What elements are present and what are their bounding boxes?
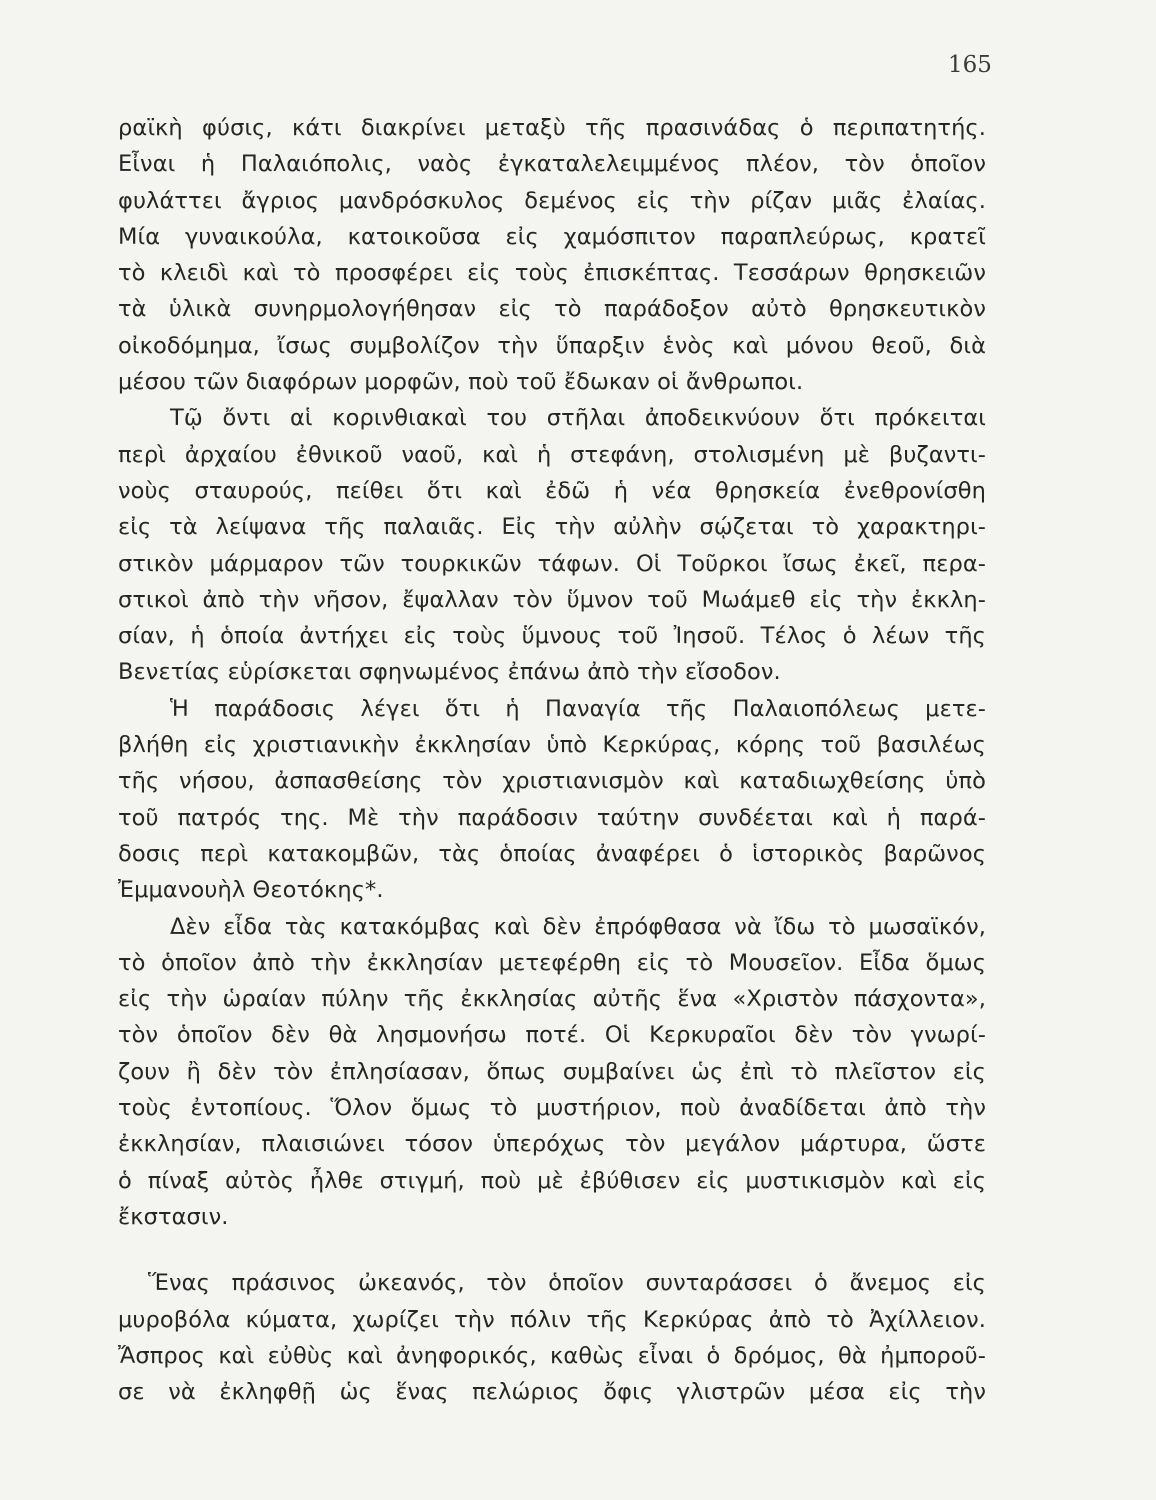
text-line: μέσου τῶν διαφόρων μορφῶν, ποὺ τοῦ ἔδωκαν οἱ ἄνθρωποι. (118, 369, 804, 396)
text-line: ὁ πίναξ αὐτὸς ἦλθε στιγμή, ποὺ μὲ ἐβύθισεν εἰς μυστικισμὸν καὶ εἰς (118, 1167, 986, 1194)
text-line: εἰς τὴν ὡραίαν πύλην τῆς ἐκκλησίας αὐτῆς ἕνα «Χριστὸν πάσχοντα», (118, 986, 986, 1013)
text-line: ραϊκὴ φύσις, κάτι διακρίνει μεταξὺ τῆς πρασινάδας ὁ περιπατητής. (118, 115, 986, 141)
text-line: περὶ ἀρχαίου ἐθνικοῦ ναοῦ, καὶ ἡ στεφάνη, στολισμένη μὲ βυζαντι- (118, 441, 986, 468)
text-line: τὸ κλειδὶ καὶ τὸ προσφέρει εἰς τοὺς ἐπισκέπτας. Τεσσάρων θρησκειῶν (118, 260, 986, 287)
text-line: σε νὰ ἐκληφθῇ ὡς ἕνας πελώριος ὄφις γλιστρῶν μέσα εἰς τὴν (118, 1379, 986, 1406)
text-line: Ἕνας πράσινος ὠκεανός, τὸν ὁποῖον συνταράσσει ὁ ἄνεμος εἰς (148, 1270, 986, 1297)
text-line: Ἄσπρος καὶ εὐθὺς καὶ ἀνηφορικός, καθὼς εἶναι ὁ δρόμος, θὰ ἠμποροῦ- (118, 1342, 986, 1369)
text-line: ζουν ἢ δὲν τὸν ἐπλησίασαν, ὅπως συμβαίνει ὡς ἐπὶ τὸ πλεῖστον εἰς (118, 1058, 986, 1085)
text-line: σίαν, ἡ ὁποία ἀντήχει εἰς τοὺς ὕμνους τοῦ Ἰησοῦ. Τέλος ὁ λέων τῆς (118, 623, 986, 650)
text-line: οἰκοδόμημα, ἴσως συμβολίζον τὴν ὕπαρξιν ἑνὸς καὶ μόνου θεοῦ, διὰ (118, 332, 986, 359)
text-line: στικοὶ ἀπὸ τὴν νῆσον, ἔψαλλαν τὸν ὕμνον τοῦ Μωάμεθ εἰς τὴν ἐκκλη- (118, 586, 986, 613)
text-line: τὸ ὁποῖον ἀπὸ τὴν ἐκκλησίαν μετεφέρθη εἰς τὸ Μουσεῖον. Εἶδα ὅμως (118, 949, 986, 976)
text-line: Τῷ ὄντι αἱ κορινθιακαὶ του στῆλαι ἀποδεικνύουν ὅτι πρόκειται (170, 405, 986, 432)
page-number: 165 (948, 52, 992, 78)
text-line: ἐκκλησίαν, πλαισιώνει τόσον ὑπερόχως τὸν μεγάλον μάρτυρα, ὥστε (118, 1131, 986, 1158)
text-line: βλήθη εἰς χριστιανικὴν ἐκκλησίαν ὑπὸ Κερκύρας, κόρης τοῦ βασιλέως (118, 732, 986, 759)
text-line: δοσις περὶ κατακομβῶν, τὰς ὁποίας ἀναφέρει ὁ ἱστορικὸς βαρῶνος (118, 840, 986, 867)
text-line: Ἐμμανουὴλ Θεοτόκης*. (118, 877, 384, 904)
paragraph (118, 400, 986, 690)
text-line: νοὺς σταυρούς, πείθει ὅτι καὶ ἐδῶ ἡ νέα θρησκεία ἐνεθρονίσθη (118, 477, 986, 504)
paragraph (118, 110, 986, 400)
text-line: μυροβόλα κύματα, χωρίζει τὴν πόλιν τῆς Κερκύρας ἀπὸ τὸ Ἀχίλλειον. (118, 1306, 986, 1333)
text-line: Δὲν εἶδα τὰς κατακόμβας καὶ δὲν ἐπρόφθασα νὰ ἴδω τὸ μωσαϊκόν, (170, 913, 986, 940)
text-line: Μία γυναικούλα, κατοικοῦσα εἰς χαμόσπιτον παραπλεύρως, κρατεῖ (118, 223, 986, 250)
text-line: Εἶναι ἡ Παλαιόπολις, ναὸς ἐγκαταλελειμμένος πλέον, τὸν ὁποῖον (118, 151, 986, 178)
text-line: τοὺς ἐντοπίους. Ὅλον ὅμως τὸ μυστήριον, ποὺ ἀναδίδεται ἀπὸ τὴν (118, 1095, 986, 1122)
text-line: τὸν ὁποῖον δὲν θὰ λησμονήσω ποτέ. Οἱ Κερκυραῖοι δὲν τὸν γνωρί- (118, 1022, 986, 1049)
text-line: τοῦ πατρός της. Μὲ τὴν παράδοσιν ταύτην συνδέεται καὶ ἡ παρά- (118, 804, 986, 831)
paragraph (118, 909, 986, 1236)
text-line: Ἡ παράδοσις λέγει ὅτι ἡ Παναγία τῆς Παλαιοπόλεως μετε- (170, 695, 986, 722)
text-line: φυλάττει ἄγριος μανδρόσκυλος δεμένος εἰς τὴν ρίζαν μιᾶς ἐλαίας. (118, 187, 986, 214)
text-line: τῆς νήσου, ἀσπασθείσης τὸν χριστιανισμὸν καὶ καταδιωχθείσης ὑπὸ (118, 768, 986, 795)
paragraph (118, 691, 986, 909)
text-line: στικὸν μάρμαρον τῶν τουρκικῶν τάφων. Οἱ Τοῦρκοι ἴσως ἐκεῖ, περα- (118, 550, 986, 577)
text-line: ἔκστασιν. (118, 1203, 229, 1230)
section-break (118, 1235, 986, 1265)
paragraph (118, 1265, 986, 1410)
text-line: εἰς τὰ λείψανα τῆς παλαιᾶς. Εἰς τὴν αὐλὴν σῴζεται τὸ χαρακτηρι- (118, 514, 986, 541)
body-text (118, 110, 986, 1410)
text-line: τὰ ὑλικὰ συνηρμολογήθησαν εἰς τὸ παράδοξον αὐτὸ θρησκευτικὸν (118, 296, 986, 323)
text-line: Βενετίας εὑρίσκεται σφηνωμένος ἐπάνω ἀπὸ τὴν εἴσοδον. (118, 659, 781, 686)
